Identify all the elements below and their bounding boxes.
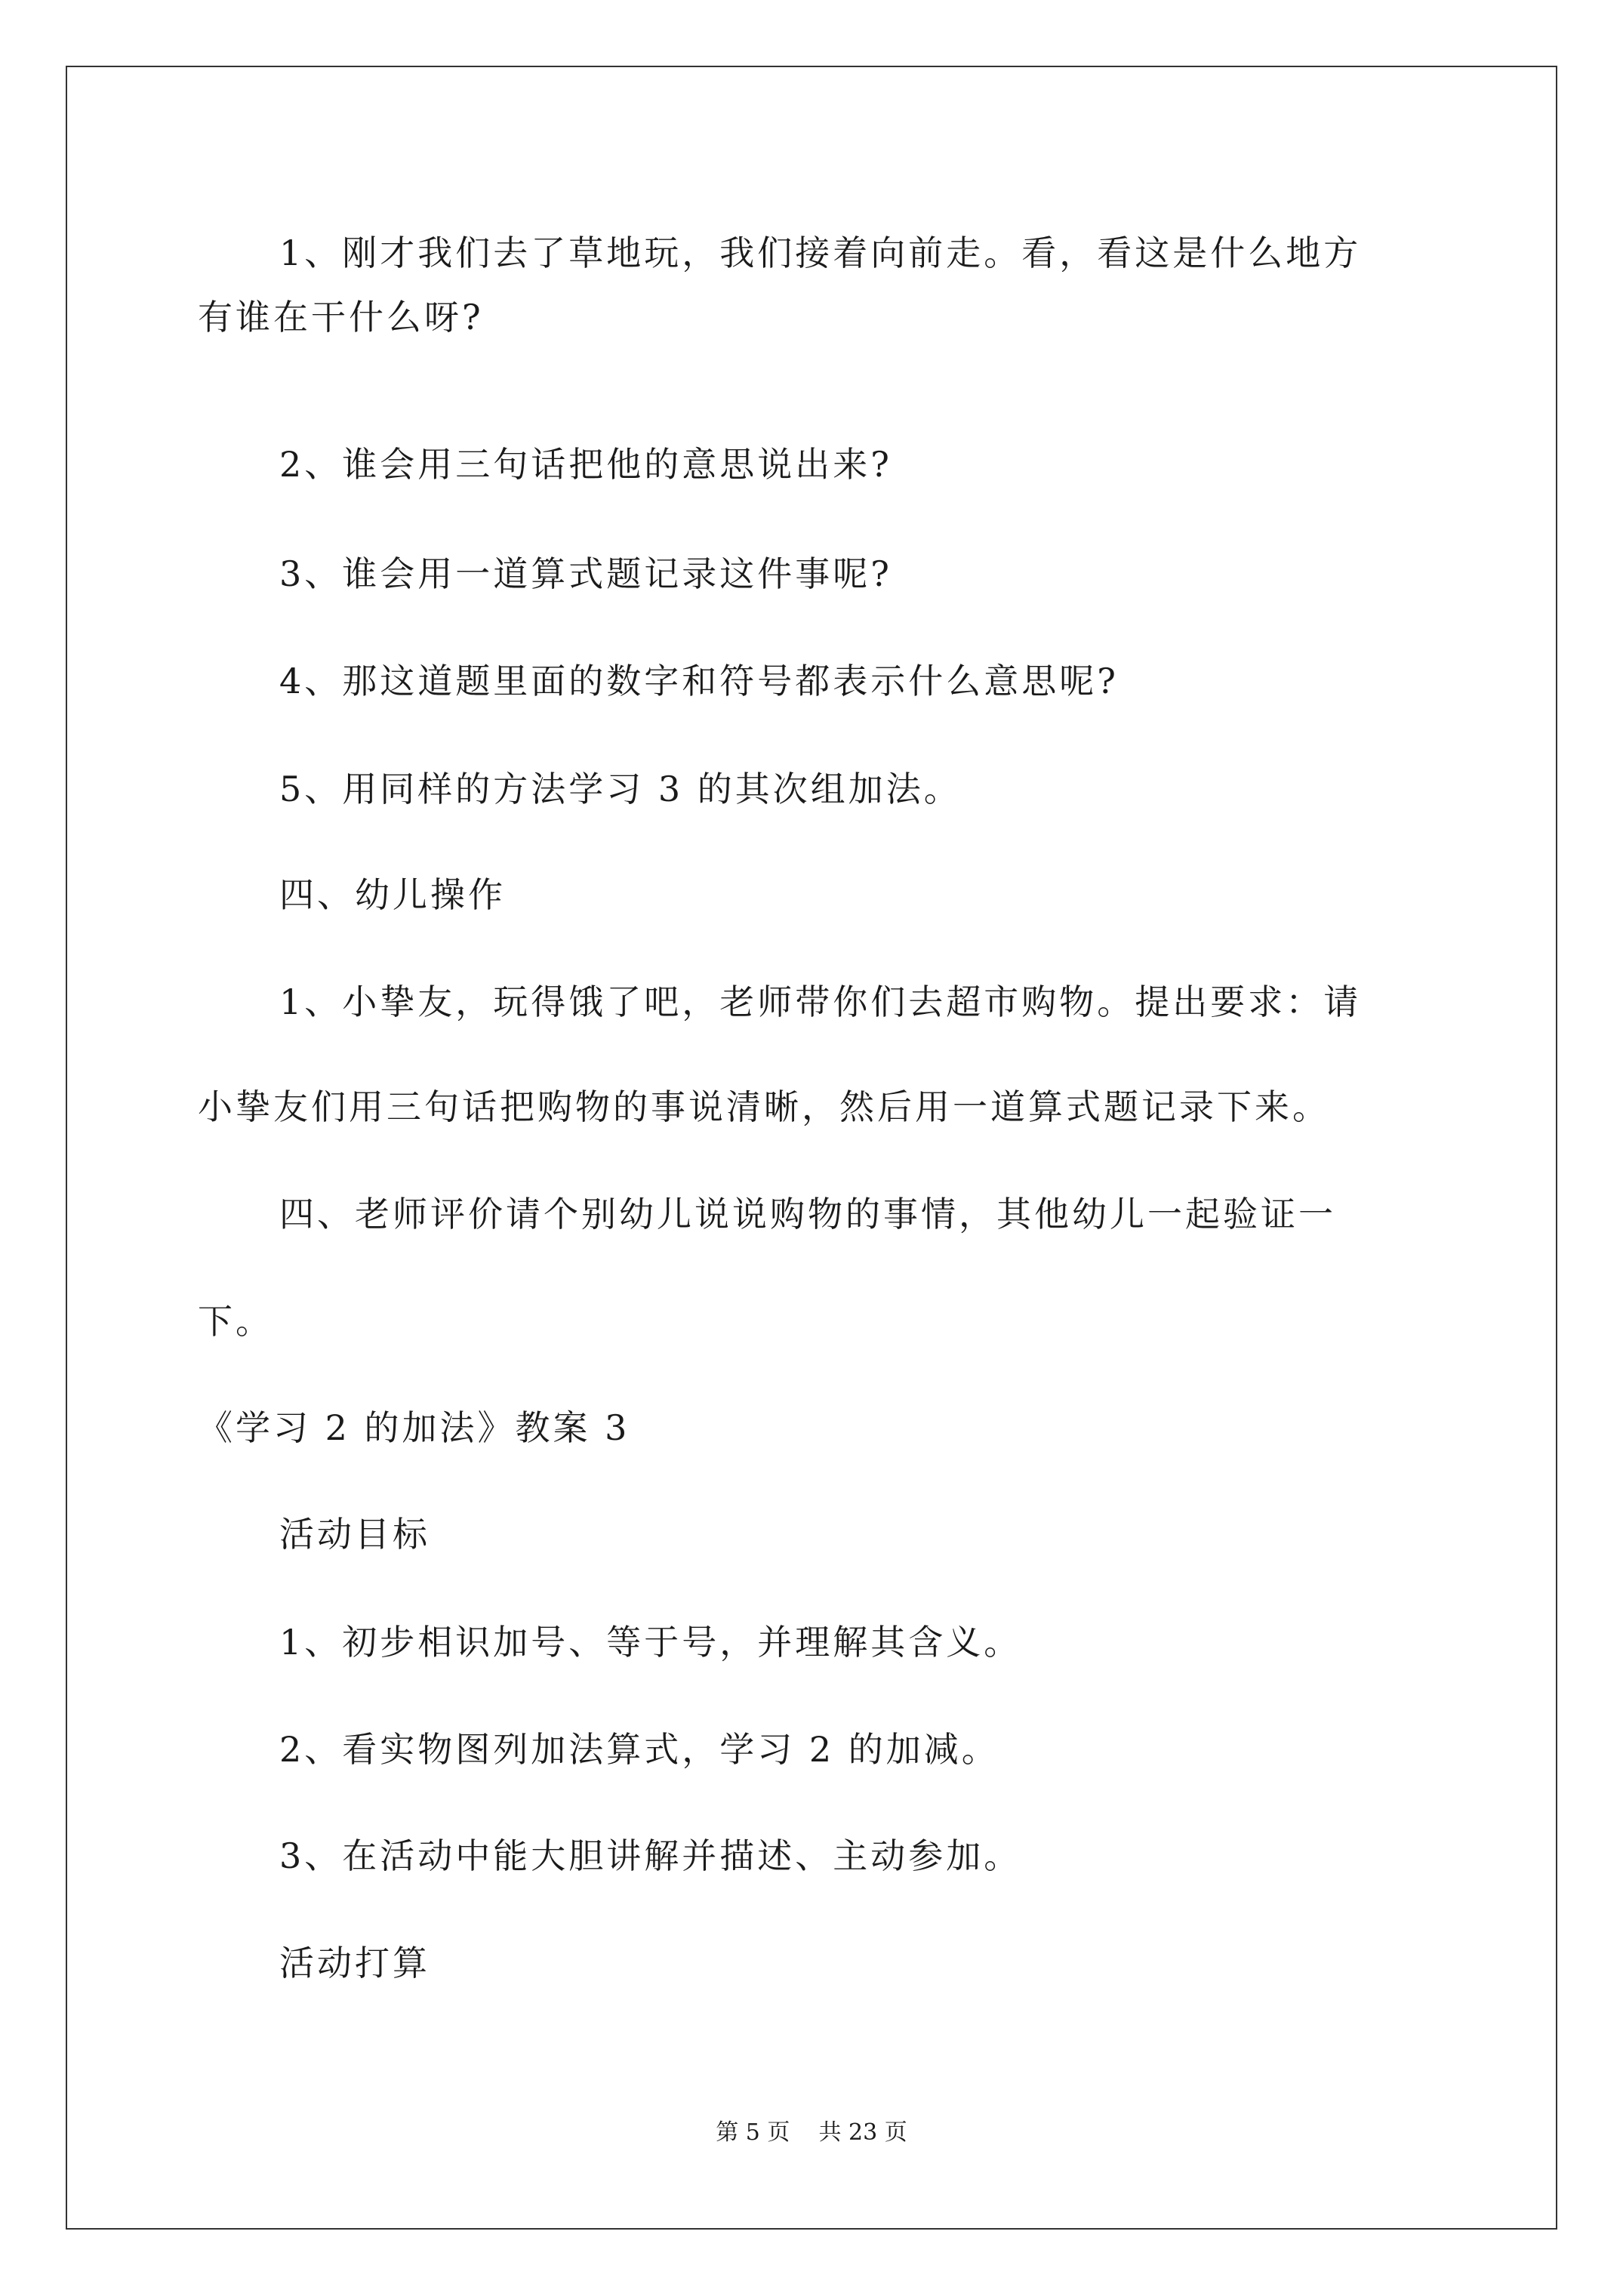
page-border [66, 66, 1557, 2230]
goal-item-1: 1、初步相识加号、等于号，并理解其含义。 [279, 1622, 1022, 1663]
section-heading-goals: 活动目标 [279, 1514, 430, 1555]
paragraph-line-8: 小挚友们用三句话把购物的事说清晰，然后用一道算式题记录下来。 [198, 1086, 1330, 1127]
paragraph-line-3: 2、谁会用三句话把他的意思说出来? [279, 444, 892, 485]
goal-item-3: 3、在活动中能大胆讲解并描述、主动参加。 [279, 1835, 1022, 1876]
paragraph-line-2: 有谁在干什么呀? [198, 297, 484, 337]
paragraph-line-5: 4、那这道题里面的数字和符号都表示什么意思呢? [279, 661, 1119, 701]
paragraph-line-1: 1、刚才我们去了草地玩，我们接着向前走。看，看这是什么地方 [279, 233, 1362, 273]
paragraph-line-9: 四、老师评价请个别幼儿说说购物的事情，其他幼儿一起验证一 [279, 1194, 1336, 1234]
section-heading-preparation: 活动打算 [279, 1943, 430, 1983]
page-footer: 第 5 页 共 23 页 [716, 2119, 907, 2146]
lesson-plan-title: 《学习 2 的加法》教案 3 [198, 1407, 630, 1448]
paragraph-line-10: 下。 [198, 1301, 273, 1342]
paragraph-line-7: 1、小挚友，玩得饿了吧，老师带你们去超市购物。提出要求：请 [279, 982, 1362, 1022]
section-heading-operation: 四、幼儿操作 [279, 874, 506, 915]
paragraph-line-4: 3、谁会用一道算式题记录这件事呢? [279, 553, 892, 594]
paragraph-line-6: 5、用同样的方法学习 3 的其次组加法。 [279, 769, 962, 809]
goal-item-2: 2、看实物图列加法算式，学习 2 的加减。 [279, 1729, 999, 1770]
